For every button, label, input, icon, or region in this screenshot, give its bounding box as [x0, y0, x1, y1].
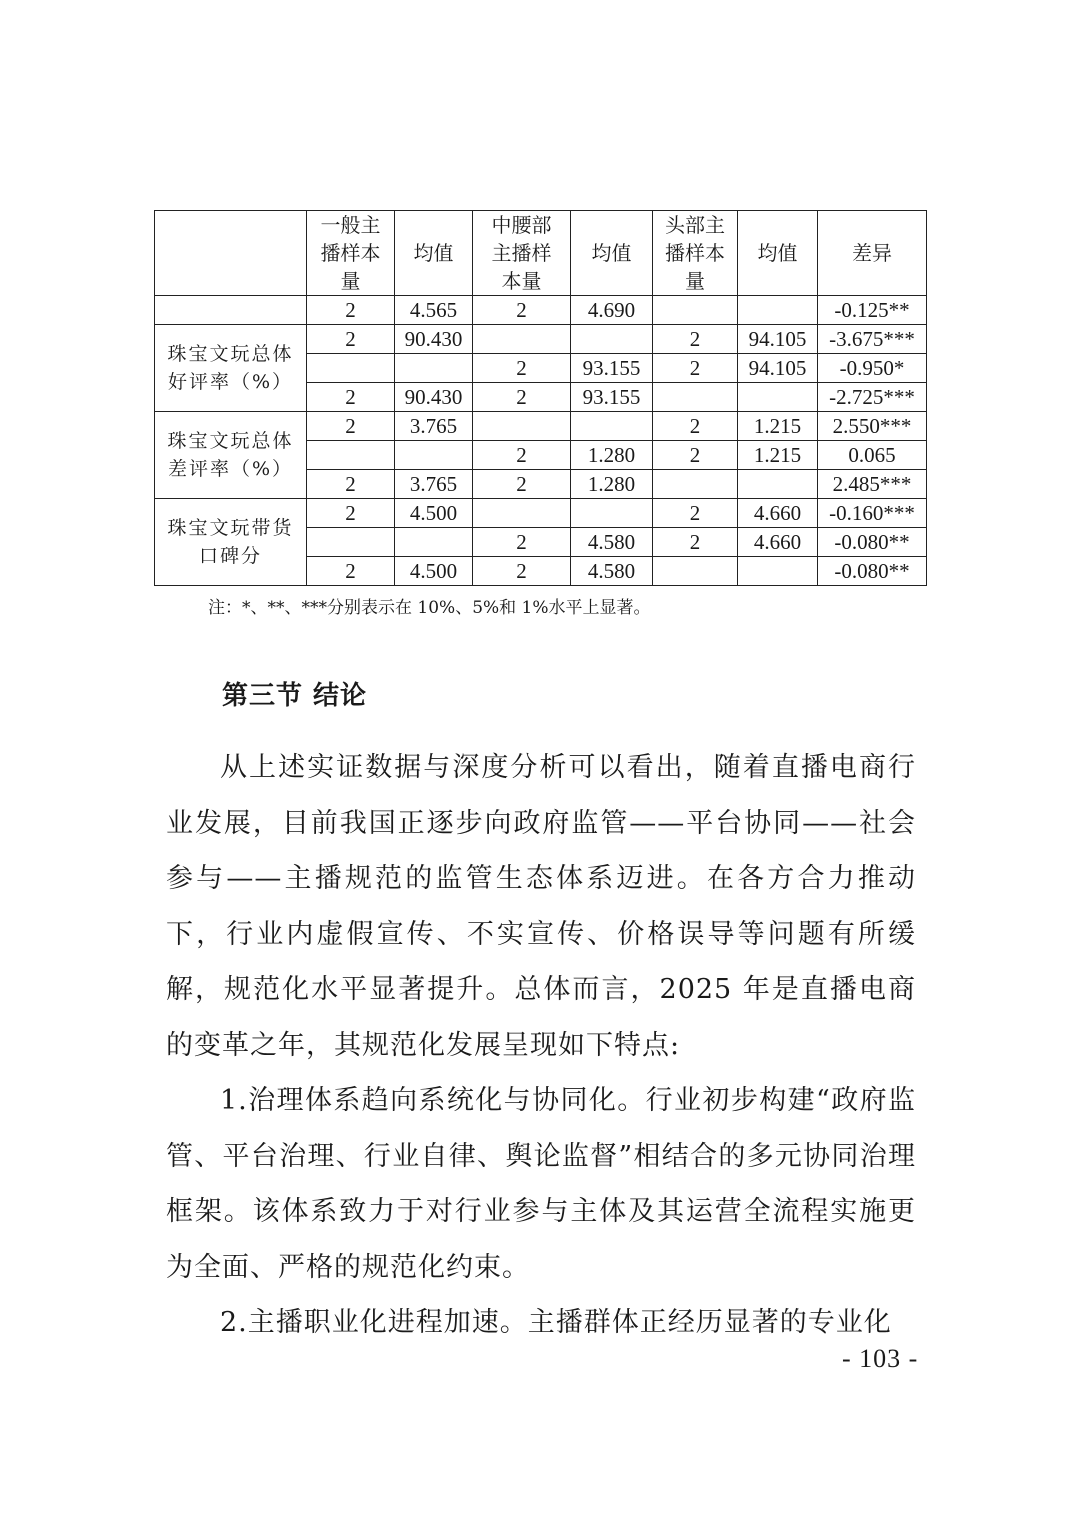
- table-cell: 1.215: [738, 441, 818, 470]
- table-cell: [571, 499, 653, 528]
- table-cell: 2: [473, 470, 571, 499]
- table-cell: 90.430: [395, 383, 473, 412]
- row-group-label: 珠宝文玩总体 差评率（%）: [155, 412, 307, 499]
- table-cell: 2: [653, 325, 738, 354]
- table-cell: 1.215: [738, 412, 818, 441]
- table-cell: 2: [307, 383, 395, 412]
- table-cell: 2: [473, 441, 571, 470]
- table-cell: 4.660: [738, 499, 818, 528]
- table-note: 注：*、**、***分别表示在 10%、5%和 1%水平上显著。: [208, 598, 651, 618]
- table-cell: [571, 325, 653, 354]
- table-header-cell: 中腰部 主播样 本量: [473, 211, 571, 296]
- table-cell: 2: [307, 325, 395, 354]
- table-cell: 2: [473, 383, 571, 412]
- table-cell: 2: [307, 470, 395, 499]
- paragraph: 1.治理体系趋向系统化与协同化。行业初步构建“政府监管、平台治理、行业自律、舆论监督”相结合的多元协同治理框架。该体系致力于对行业参与主体及其运营全流程实施更为全面、严格的规范化约束。: [166, 1085, 916, 1283]
- paragraph: 2.主播职业化进程加速。主播群体正经历显著的专业化: [220, 1307, 892, 1338]
- table-cell: [307, 441, 395, 470]
- table-cell: -3.675***: [818, 325, 927, 354]
- table-cell: 4.500: [395, 557, 473, 586]
- table-cell: 2.485***: [818, 470, 927, 499]
- table-header-row: [155, 211, 927, 296]
- table-cell: [653, 383, 738, 412]
- table-cell: [653, 470, 738, 499]
- table-cell: [571, 412, 653, 441]
- table-cell: 4.660: [738, 528, 818, 557]
- table-cell: 2: [473, 296, 571, 325]
- table-cell: -2.725***: [818, 383, 927, 412]
- table-cell: [473, 325, 571, 354]
- table-row: [155, 325, 927, 354]
- table-cell: 2: [653, 499, 738, 528]
- table-cell: 3.765: [395, 412, 473, 441]
- row-group-label: 珠宝文玩总体 好评率（%）: [155, 325, 307, 412]
- table-cell: [738, 296, 818, 325]
- table-cell: 2: [307, 499, 395, 528]
- table-cell: [653, 296, 738, 325]
- table-cell: [473, 412, 571, 441]
- table-cell: 4.580: [571, 557, 653, 586]
- table-header-cell: 均值: [571, 211, 653, 296]
- table-cell: [395, 528, 473, 557]
- table-cell: -0.950*: [818, 354, 927, 383]
- table-cell: 93.155: [571, 354, 653, 383]
- table-cell: 2: [473, 557, 571, 586]
- table-cell: [395, 441, 473, 470]
- table-cell: 90.430: [395, 325, 473, 354]
- table-cell: 1.280: [571, 470, 653, 499]
- table-cell: 4.565: [395, 296, 473, 325]
- table-cell: 2: [653, 354, 738, 383]
- table-cell: 1.280: [571, 441, 653, 470]
- table-cell: 4.580: [571, 528, 653, 557]
- section-title: 第三节 结论: [222, 681, 368, 711]
- table-cell: -0.080**: [818, 528, 927, 557]
- table-header-cell: 差异: [818, 211, 927, 296]
- table-row: [155, 296, 927, 325]
- table-cell: 2: [653, 441, 738, 470]
- table-cell: -0.160***: [818, 499, 927, 528]
- table-header-cell: 均值: [738, 211, 818, 296]
- table-header-cell: 头部主 播样本 量: [653, 211, 738, 296]
- body-text: [166, 740, 916, 1351]
- table-cell: 2: [307, 557, 395, 586]
- comparison-table: [154, 210, 927, 586]
- table-cell: [473, 499, 571, 528]
- table-cell: 2: [653, 528, 738, 557]
- page-number: - 103 -: [842, 1344, 919, 1373]
- table-row: [155, 499, 927, 528]
- table-cell: [653, 557, 738, 586]
- table-cell: [738, 557, 818, 586]
- table-cell: 94.105: [738, 354, 818, 383]
- table-header-cell: 一般主 播样本 量: [307, 211, 395, 296]
- table-cell: 2.550***: [818, 412, 927, 441]
- table-cell: [307, 528, 395, 557]
- table-cell: [738, 383, 818, 412]
- table-cell: [738, 470, 818, 499]
- table-cell: 3.765: [395, 470, 473, 499]
- table-cell: [395, 354, 473, 383]
- table-cell: 2: [473, 354, 571, 383]
- table-cell: 2: [473, 528, 571, 557]
- table-cell: 2: [653, 412, 738, 441]
- table-cell: -0.080**: [818, 557, 927, 586]
- row-group-label: [155, 296, 307, 325]
- table-cell: [307, 354, 395, 383]
- paragraph: 从上述实证数据与深度分析可以看出，随着直播电商行业发展，目前我国正逐步向政府监管——平台协同——社会参与——主播规范的监管生态体系迈进。在各方合力推动下，行业内虚假宣传、不实宣传、价格误导等问题有所缓解，规范化水平显著提升。总体而言，2025 年是直播电商的变革之年，其规范化发展呈现如下特点:: [166, 752, 916, 1061]
- table-cell: 2: [307, 412, 395, 441]
- table-header-cell: 均值: [395, 211, 473, 296]
- table-row: [155, 412, 927, 441]
- table-cell: 4.500: [395, 499, 473, 528]
- table-cell: -0.125**: [818, 296, 927, 325]
- table-cell: 0.065: [818, 441, 927, 470]
- table-header-cell: [155, 211, 307, 296]
- table-cell: 2: [307, 296, 395, 325]
- table-cell: 94.105: [738, 325, 818, 354]
- table-cell: 4.690: [571, 296, 653, 325]
- table-cell: 93.155: [571, 383, 653, 412]
- row-group-label: 珠宝文玩带货 口碑分: [155, 499, 307, 586]
